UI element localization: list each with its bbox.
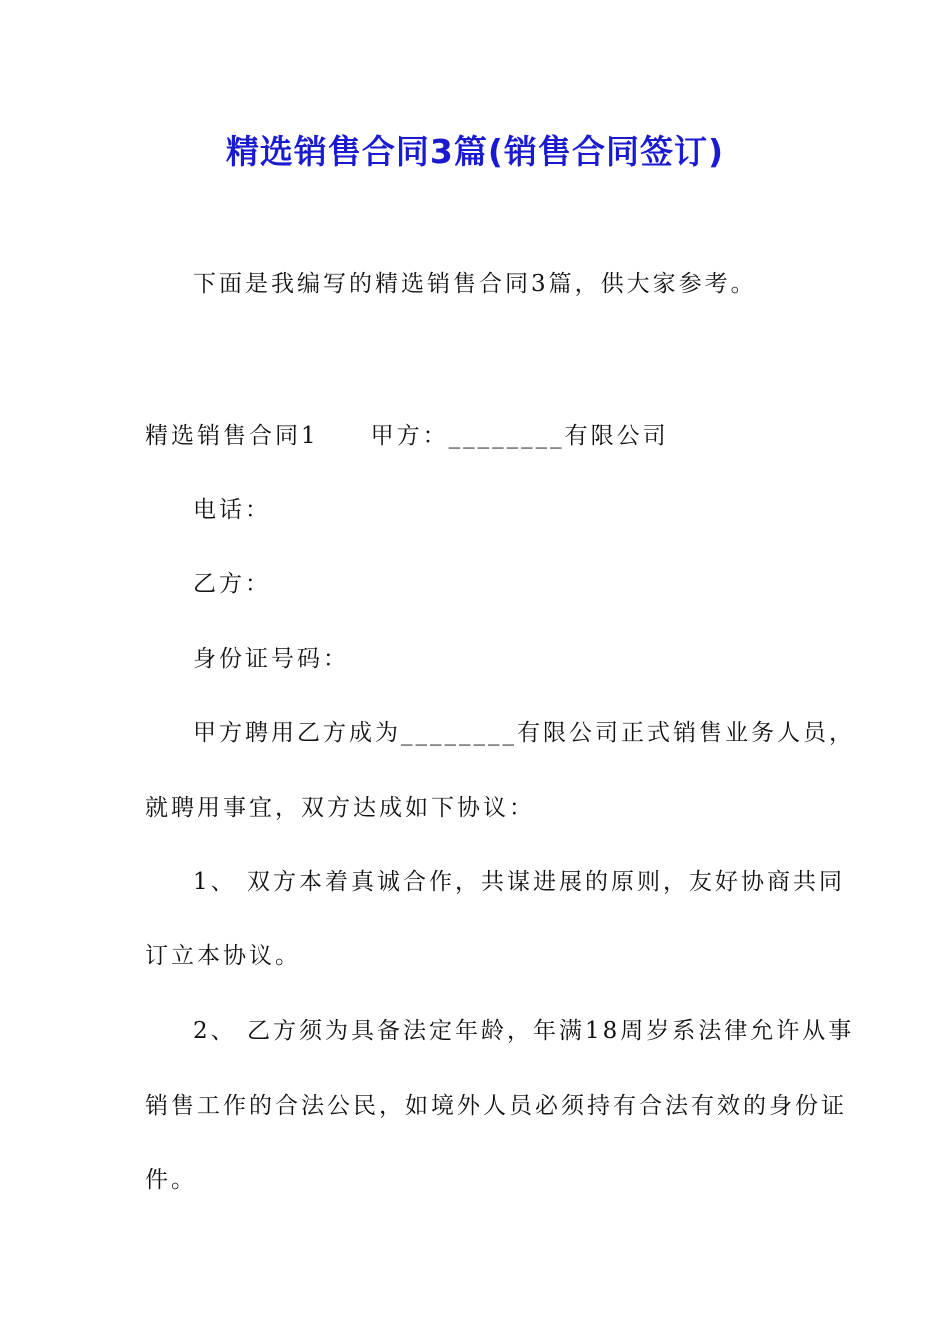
paragraph-line: 就聘用事宜，双方达成如下协议：: [145, 795, 535, 821]
clause-line: 订立本协议。: [145, 943, 301, 969]
party-a: 甲方：________有限公司: [370, 423, 669, 449]
section-heading: 精选销售合同1: [145, 423, 319, 449]
clause-line: 件。: [145, 1167, 197, 1193]
section-heading-line: [145, 420, 669, 452]
party-b-label: 乙方：: [193, 571, 271, 597]
clause-line: 1、 双方本着真诚合作，共谋进展的原则，友好协商共同: [193, 869, 845, 895]
paragraph-line: 甲方聘用乙方成为________有限公司正式销售业务人员，: [193, 720, 855, 746]
intro-text: 下面是我编写的精选销售合同3篇，供大家参考。: [193, 271, 757, 297]
document-title: 精选销售合同3篇(销售合同签订): [225, 132, 725, 171]
phone-label: 电话：: [193, 497, 271, 523]
clause-line: 销售工作的合法公民，如境外人员必须持有合法有效的身份证: [145, 1093, 847, 1119]
id-number-label: 身份证号码：: [193, 646, 349, 672]
clause-line: 2、 乙方须为具备法定年龄，年满18周岁系法律允许从事: [193, 1018, 855, 1044]
